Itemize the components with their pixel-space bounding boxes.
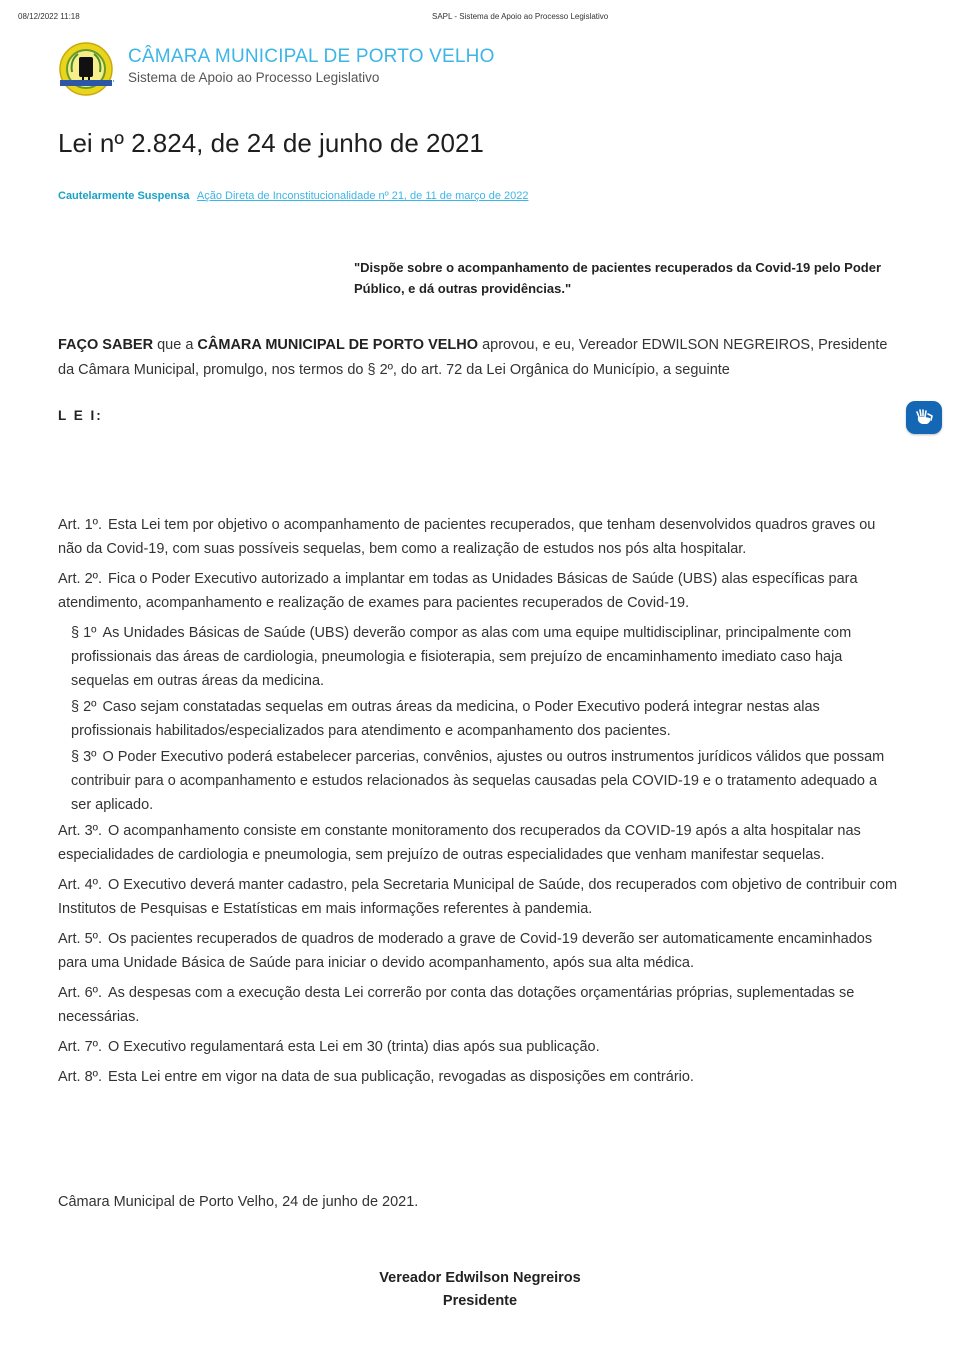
lei-heading: L E I: <box>58 408 103 423</box>
print-header <box>0 12 960 24</box>
closing-place-date: Câmara Municipal de Porto Velho, 24 de junho de 2021. <box>58 1194 419 1210</box>
preamble-text: aprovou, e eu, Vereador EDWILSON NEGREIROS, Presidente da Câmara Municipal, promulgo, nos termos do § 2º, do art. 72 da Lei Orgânica do Município, a seguinte <box>58 337 888 378</box>
article-text: Esta Lei entre em vigor na data de sua publicação, revogadas as disposições em contrário. <box>107 1069 694 1085</box>
article-text: Os pacientes recuperados de quadros de moderado a grave de Covid-19 deverão ser automaticamente encaminhados para uma Unidade Básica de Saúde para iniciar o devido acompanhamento, após sua alta médica. <box>58 931 873 971</box>
law-status <box>58 190 528 202</box>
paragraph-label: § 2º <box>71 699 97 715</box>
paragraph-text: As Unidades Básicas de Saúde (UBS) deverão compor as alas com uma equipe multidisciplinar, principalmente com profissionais das áreas de cardiologia, pneumologia e fisioterapia, sem prejuízo de encaminhamento imediato caso haja sequelas em outras áreas da medicina. <box>71 625 852 689</box>
article-2 <box>58 567 898 615</box>
article-text: O Executivo deverá manter cadastro, pela Secretaria Municipal de Saúde, dos recuperados com objetivo de contribuir com Institutos de Pesquisas e Estatísticas em mais informações referentes à pandemia. <box>58 877 898 917</box>
article-label: Art. 1º. <box>58 517 102 533</box>
article-label: Art. 2º. <box>58 571 102 587</box>
accessibility-button[interactable] <box>906 401 942 434</box>
article-3 <box>58 819 898 867</box>
article-label: Art. 6º. <box>58 985 102 1001</box>
article-text: Fica o Poder Executivo autorizado a implantar em todas as Unidades Básicas de Saúde (UBS) alas específicas para atendimento, acompanhamento e realização de exames para pacientes recuperados de Covid-19. <box>58 571 858 611</box>
article-1 <box>58 513 898 561</box>
paragraph-1 <box>71 621 898 693</box>
preamble-bold-camara: CÂMARA MUNICIPAL DE PORTO VELHO <box>197 337 479 353</box>
paragraph-label: § 3º <box>71 749 97 765</box>
article-5 <box>58 927 898 975</box>
article-label: Art. 3º. <box>58 823 102 839</box>
article-label: Art. 4º. <box>58 877 102 893</box>
paragraph-text: O Poder Executivo poderá estabelecer parcerias, convênios, ajustes ou outros instrumentos jurídicos válidos que possam contribuir para o acompanhamento e estudos relacionados às sequelas causadas pela COVID-19 e o tratamento adequado a ser aplicado. <box>71 749 885 813</box>
print-datetime: 08/12/2022 11:18 <box>18 12 80 21</box>
article-4 <box>58 873 898 921</box>
brand-name[interactable]: CÂMARA MUNICIPAL DE PORTO VELHO <box>128 46 495 67</box>
paragraph-2 <box>71 695 898 743</box>
signer-name: Vereador Edwilson Negreiros <box>379 1270 581 1286</box>
sign-language-hands-icon <box>913 408 935 428</box>
article-8 <box>58 1065 898 1089</box>
article-text: O Executivo regulamentará esta Lei em 30 (trinta) dias após sua publicação. <box>107 1039 600 1055</box>
signature-block <box>0 1267 960 1313</box>
paragraph-label: § 1º <box>71 625 97 641</box>
preamble-bold-faco-saber: FAÇO SABER <box>58 337 154 353</box>
brand-subtitle: Sistema de Apoio ao Processo Legislativo <box>128 70 380 85</box>
article-label: Art. 7º. <box>58 1039 102 1055</box>
status-badge: Cautelarmente Suspensa <box>58 190 190 202</box>
paragraph-3 <box>71 745 898 817</box>
article-text: Esta Lei tem por objetivo o acompanhamento de pacientes recuperados, que tenham desenvolvidos quadros graves ou não da Covid-19, com suas possíveis sequelas, bem como a realização de estudos nos pós alta hospitalar. <box>58 517 876 557</box>
adi-link[interactable]: Ação Direta de Inconstitucionalidade nº 21, de 11 de março de 2022 <box>196 190 529 202</box>
print-page-title: SAPL - Sistema de Apoio ao Processo Legislativo <box>432 12 609 21</box>
law-articles <box>58 513 898 1095</box>
paragraph-text: Caso sejam constatadas sequelas em outras áreas da medicina, o Poder Executivo poderá integrar nestas alas profissionais habilitados/especializados para atendimento e acompanhamento dos pacientes. <box>71 699 820 739</box>
municipal-seal-icon <box>58 42 114 98</box>
signer-role: Presidente <box>442 1293 518 1309</box>
article-text: O acompanhamento consiste em constante monitoramento dos recuperados da COVID-19 após a alta hospitalar nas especialidades de cardiologia e pneumologia, sem prejuízo de outras especialidades que venham manifestar sequelas. <box>58 823 861 863</box>
article-label: Art. 5º. <box>58 931 102 947</box>
law-ementa: "Dispõe sobre o acompanhamento de pacientes recuperados da Covid-19 pelo Poder Público, e dá outras providências." <box>354 260 882 296</box>
article-text: As despesas com a execução desta Lei correrão por conta das dotações orçamentárias próprias, suplementadas se necessárias. <box>58 985 855 1025</box>
preamble <box>58 333 898 382</box>
article-7 <box>58 1035 898 1059</box>
preamble-text: que a <box>153 337 198 353</box>
article-6 <box>58 981 898 1029</box>
article-label: Art. 8º. <box>58 1069 102 1085</box>
page-title: Lei nº 2.824, de 24 de junho de 2021 <box>58 128 484 158</box>
